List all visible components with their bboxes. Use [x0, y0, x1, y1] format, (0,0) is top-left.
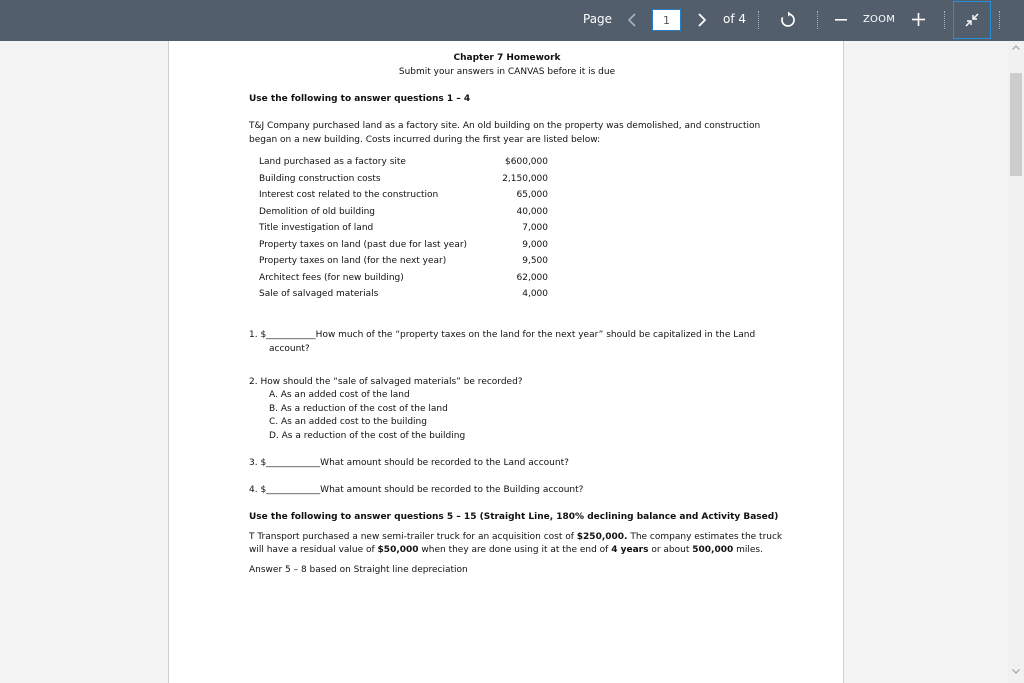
question-4: 4. $____________What amount should be recorded to the Building account?: [249, 485, 584, 495]
scroll-down-icon[interactable]: [1012, 667, 1020, 677]
toolbar-divider: [944, 11, 945, 29]
document-viewer[interactable]: [0, 41, 1024, 683]
intro-text: T&J Company purchased land as a factory site. An old building on the property was demolished, and construction: [249, 121, 761, 131]
rotate-icon: [779, 11, 797, 29]
cost-amount: 4,000: [522, 289, 548, 299]
scroll-up-icon[interactable]: [1012, 43, 1020, 53]
minus-icon: [835, 19, 847, 21]
plus-icon: [912, 13, 925, 26]
chevron-left-icon: [628, 13, 636, 27]
zoom-label: ZOOM: [863, 14, 896, 25]
page-count: of 4: [723, 12, 747, 26]
question-3: 3. $____________What amount should be recorded to the Land account?: [249, 458, 569, 468]
collapse-arrows-icon: [965, 13, 979, 27]
cost-amount: 7,000: [522, 223, 548, 233]
collapse-button[interactable]: [953, 1, 991, 39]
answer-note: Answer 5 – 8 based on Straight line depreciation: [249, 565, 468, 575]
truck-description: T Transport purchased a new semi-trailer truck for an acquisition cost of $250,000. The company estimates the truck: [249, 532, 783, 542]
section-heading: Use the following to answer questions 5 – 15 (Straight Line, 180% declining balance and Activity Based): [249, 512, 779, 522]
cost-item: Sale of salvaged materials: [259, 289, 379, 299]
rotate-button[interactable]: [777, 9, 799, 31]
question-2: 2. How should the “sale of salvaged materials” be recorded?: [249, 377, 523, 387]
cost-amount: 65,000: [516, 190, 548, 200]
zoom-in-button[interactable]: [909, 8, 927, 30]
page-label: Page: [583, 12, 613, 26]
vertical-scrollbar[interactable]: [1008, 41, 1024, 683]
cost-item: Demolition of old building: [259, 207, 376, 217]
chevron-right-icon: [698, 13, 706, 27]
question-1: 1. $___________How much of the “property taxes on the land for the next year” should be capitalized in the Land: [249, 330, 756, 340]
cost-item: Title investigation of land: [259, 223, 374, 233]
toolbar-divider: [817, 11, 818, 29]
answer-option: B. As a reduction of the cost of the land: [269, 404, 448, 414]
page-number-input[interactable]: 1: [652, 9, 681, 31]
cost-amount: 9,500: [522, 256, 548, 266]
previous-page-button[interactable]: [624, 9, 640, 31]
cost-item: Interest cost related to the construction: [259, 190, 439, 200]
scrollbar-thumb[interactable]: [1010, 73, 1022, 176]
cost-item: Property taxes on land (past due for last year): [259, 240, 468, 250]
cost-item: Architect fees (for new building): [259, 273, 404, 283]
intro-text: began on a new building. Costs incurred during the first year are listed below:: [249, 135, 601, 145]
cost-item: Land purchased as a factory site: [259, 157, 406, 167]
truck-description: will have a residual value of $50,000 when they are done using it at the end of 4 years or about 500,000 miles.: [249, 545, 763, 555]
section-heading: Use the following to answer questions 1 – 4: [249, 94, 471, 104]
cost-amount: $600,000: [505, 157, 548, 167]
next-page-button[interactable]: [694, 9, 710, 31]
cost-amount: 62,000: [516, 273, 548, 283]
answer-option: A. As an added cost of the land: [269, 390, 410, 400]
cost-amount: 9,000: [522, 240, 548, 250]
pdf-page: [168, 41, 844, 683]
cost-item: Building construction costs: [259, 174, 381, 184]
cost-item: Property taxes on land (for the next year): [259, 256, 447, 266]
pdf-toolbar: [0, 0, 1024, 41]
cost-amount: 2,150,000: [502, 174, 548, 184]
question-1-continued: account?: [269, 344, 310, 354]
answer-option: D. As a reduction of the cost of the building: [269, 431, 466, 441]
document-subtitle: Submit your answers in CANVAS before it is due: [398, 67, 616, 77]
toolbar-divider: [999, 11, 1000, 29]
toolbar-divider: [758, 11, 759, 29]
document-title: Chapter 7 Homework: [453, 53, 561, 63]
zoom-out-button[interactable]: [832, 10, 850, 30]
answer-option: C. As an added cost to the building: [269, 417, 427, 427]
cost-amount: 40,000: [516, 207, 548, 217]
